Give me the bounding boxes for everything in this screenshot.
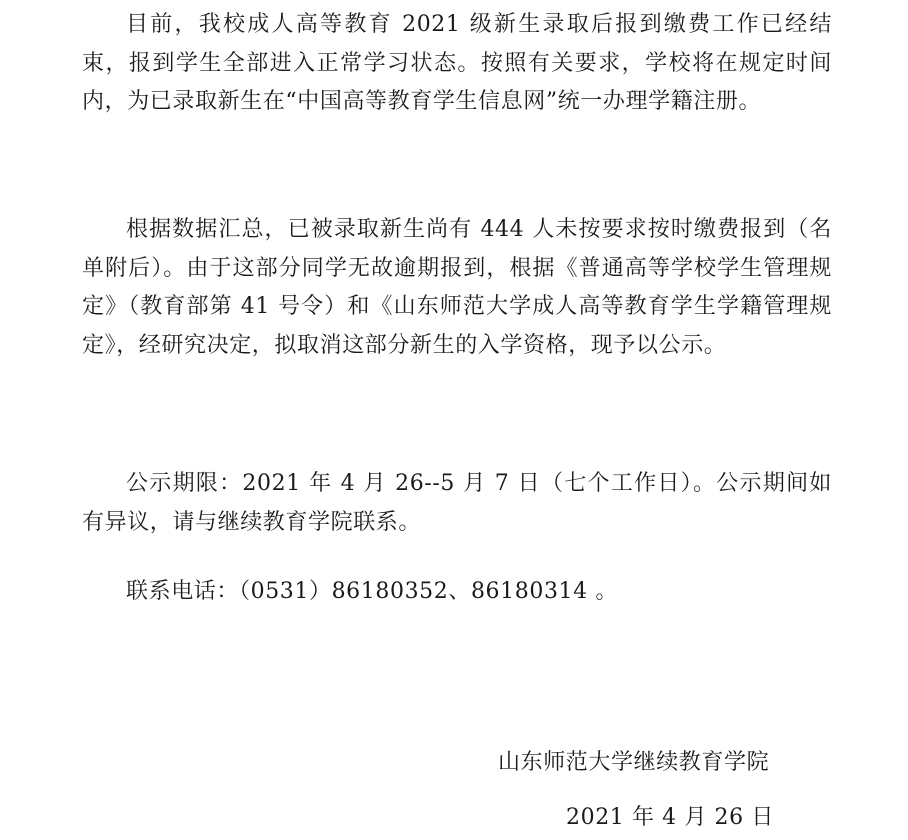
- signature-date: 2021 年 4 月 26 日: [566, 805, 774, 830]
- signature-organization: 山东师范大学继续教育学院: [498, 750, 770, 775]
- paragraph-publicity-period: 公示期限：2021 年 4 月 26--5 月 7 日（七个工作日）。公示期间如有异议，请与继续教育学院联系。: [82, 471, 832, 535]
- paragraph-enrollment-status: 目前，我校成人高等教育 2021 级新生录取后报到缴费工作已经结束，报到学生全部进入正常学习状态。按照有关要求，学校将在规定时间内，为已录取新生在“中国高等教育学生信息网”统一办理学籍注册。: [82, 12, 832, 114]
- paragraph-contact-phone: 联系电话：（0531）86180352、86180314 。: [126, 579, 618, 604]
- paragraph-cancellation-notice: 根据数据汇总，已被录取新生尚有 444 人未按要求按时缴费报到（名单附后）。由于这部分同学无故逾期报到，根据《普通高等学校学生管理规定》（教育部第 41 号令）和《山东师范大学成人高等教育学生学籍管理规定》，经研究决定，拟取消这部分新生的入学资格，现予以公示。: [82, 217, 832, 358]
